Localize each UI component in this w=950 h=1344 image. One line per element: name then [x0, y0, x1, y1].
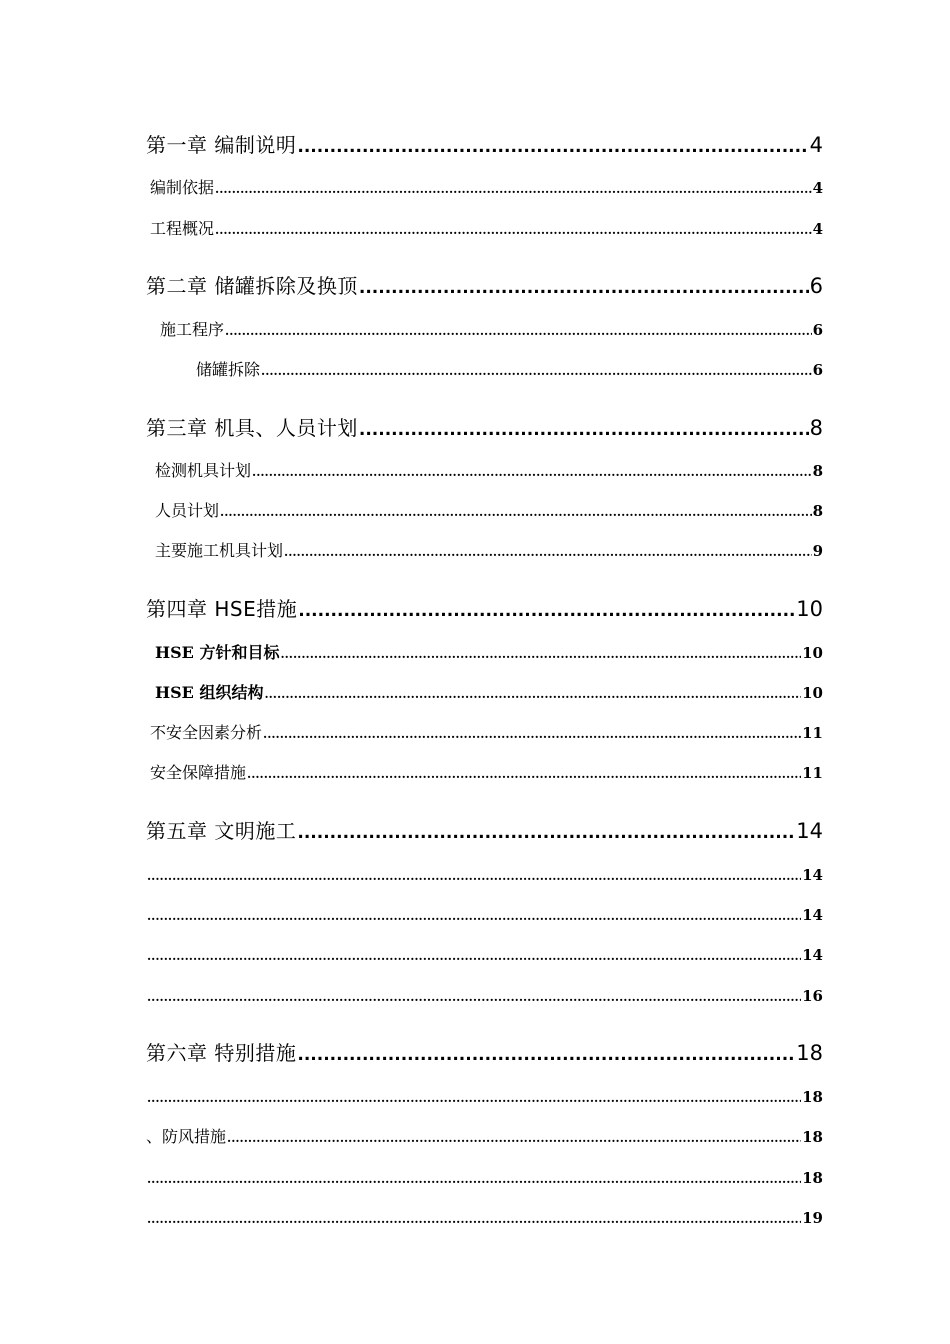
toc-item-4-2[interactable]	[155, 680, 823, 706]
toc-item-label: HSE 组织结构	[155, 683, 264, 702]
toc-page-number: 18	[796, 1041, 823, 1065]
dot-leader	[261, 358, 812, 383]
toc-page-number: 6	[812, 321, 823, 339]
dot-leader	[225, 318, 812, 343]
dot-leader	[284, 539, 812, 564]
dot-leader	[147, 1166, 801, 1191]
toc-page-number: 14	[802, 946, 823, 964]
toc-page-number: 18	[802, 1169, 823, 1187]
dot-leader	[215, 217, 812, 242]
toc-item-3-2[interactable]	[155, 498, 823, 524]
toc-page-number: 10	[796, 597, 823, 621]
toc-item-5-1[interactable]	[146, 862, 823, 888]
toc-chapter-5[interactable]	[146, 816, 823, 846]
toc-page-number: 14	[796, 819, 823, 843]
dot-leader	[297, 818, 795, 846]
toc-item-5-4[interactable]	[146, 983, 823, 1009]
toc-item-label: 储罐拆除	[196, 360, 261, 379]
toc-page-number: 4	[809, 133, 823, 157]
toc-page-number: 9	[812, 542, 823, 560]
toc-item-3-1[interactable]	[155, 458, 823, 484]
toc-chapter-label: 第六章 特别措施	[146, 1041, 297, 1065]
dot-leader	[359, 415, 809, 443]
toc-page-number: 4	[812, 220, 823, 238]
toc-item-4-1[interactable]	[155, 640, 823, 666]
dot-leader	[147, 863, 801, 888]
dot-leader	[147, 984, 801, 1009]
toc-item-label: 不安全因素分析	[150, 723, 263, 742]
dot-leader	[247, 761, 801, 786]
toc-item-1-1[interactable]	[150, 175, 823, 201]
toc-item-5-3[interactable]	[146, 942, 823, 968]
toc-item-4-4[interactable]	[150, 760, 823, 786]
toc-item-1-2[interactable]	[150, 216, 823, 242]
toc-item-label: 检测机具计划	[155, 461, 252, 480]
toc-item-label: 施工程序	[160, 320, 225, 339]
toc-item-label: 工程概况	[150, 219, 215, 238]
dot-leader	[252, 459, 812, 484]
toc-item-5-2[interactable]	[146, 902, 823, 928]
dot-leader	[147, 1085, 801, 1110]
dot-leader	[297, 132, 808, 160]
toc-item-label: 编制依据	[150, 178, 215, 197]
toc-item-4-3[interactable]	[150, 720, 823, 746]
toc-item-6-1[interactable]	[146, 1084, 823, 1110]
toc-item-6-2[interactable]	[146, 1124, 823, 1150]
toc-page-number: 14	[802, 906, 823, 924]
dot-leader	[297, 1040, 795, 1068]
dot-leader	[147, 1206, 801, 1231]
toc-chapter-label: 第五章 文明施工	[146, 819, 297, 843]
toc-item-label: 、防风措施	[146, 1127, 227, 1146]
toc-item-label: HSE 方针和目标	[155, 643, 280, 662]
toc-chapter-label: 第二章 储罐拆除及换顶	[146, 274, 358, 298]
dot-leader	[147, 903, 801, 928]
toc-page-number: 8	[809, 416, 823, 440]
toc-page-number: 6	[812, 361, 823, 379]
toc-page-number: 10	[802, 684, 823, 702]
toc-chapter-6[interactable]	[146, 1038, 823, 1068]
toc-page-number: 8	[812, 462, 823, 480]
toc-item-2-2[interactable]	[196, 357, 823, 383]
toc-page-number: 6	[809, 274, 823, 298]
toc-page-number: 16	[802, 987, 823, 1005]
dot-leader	[147, 943, 801, 968]
toc-chapter-3[interactable]	[146, 413, 823, 443]
toc-item-label: 人员计划	[155, 501, 220, 520]
toc-item-6-3[interactable]	[146, 1165, 823, 1191]
toc-page-number: 18	[802, 1088, 823, 1106]
toc-page-number: 18	[802, 1128, 823, 1146]
toc-page-number: 11	[802, 764, 823, 782]
toc-chapter-4[interactable]	[146, 594, 823, 624]
toc-item-2-1[interactable]	[160, 317, 823, 343]
toc-chapter-label: 第一章 编制说明	[146, 133, 297, 157]
toc-page-number: 11	[802, 724, 823, 742]
dot-leader	[298, 596, 795, 624]
toc-item-label: 安全保障措施	[150, 763, 247, 782]
toc-chapter-label: 第三章 机具、人员计划	[146, 416, 358, 440]
toc-chapter-2[interactable]	[146, 271, 823, 301]
toc-item-6-4[interactable]	[146, 1205, 823, 1231]
toc-page-number: 4	[812, 179, 823, 197]
dot-leader	[264, 681, 801, 706]
toc-chapter-label: 第四章 HSE措施	[146, 597, 298, 621]
toc-item-label: 主要施工机具计划	[155, 541, 284, 560]
dot-leader	[227, 1125, 801, 1150]
toc-page-number: 8	[812, 502, 823, 520]
toc-page-number: 10	[802, 644, 823, 662]
toc-page-number: 19	[802, 1209, 823, 1227]
dot-leader	[280, 641, 801, 666]
dot-leader	[359, 273, 809, 301]
toc-item-3-3[interactable]	[155, 538, 823, 564]
toc-chapter-1[interactable]	[146, 130, 823, 160]
dot-leader	[263, 721, 801, 746]
toc-page-number: 14	[802, 866, 823, 884]
dot-leader	[220, 499, 812, 524]
dot-leader	[215, 176, 812, 201]
